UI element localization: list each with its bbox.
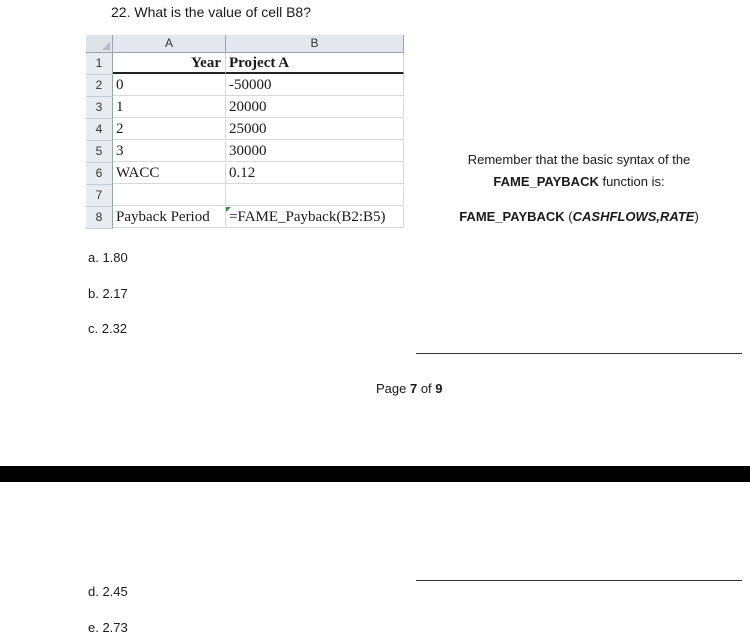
- cell-a7: [113, 185, 226, 206]
- option-d: d. 2.45: [88, 584, 128, 599]
- row-header-6: 6: [86, 163, 113, 185]
- footer-prefix: Page: [376, 381, 410, 396]
- footer-current-page: 7: [409, 381, 418, 396]
- answer-line-bottom: [416, 580, 742, 581]
- footer-middle: of: [417, 381, 436, 396]
- syntax-func: FAME_PAYBACK: [459, 209, 565, 224]
- row-header-2: 2: [86, 75, 113, 97]
- syntax-open-paren: (: [564, 209, 573, 224]
- row-header-1: 1: [86, 53, 113, 75]
- page-break-bar: [0, 466, 750, 482]
- option-a: a. 1.80: [88, 250, 128, 265]
- row-header-4: 4: [86, 119, 113, 141]
- syntax-example: [430, 209, 728, 224]
- footer-total-pages: 9: [435, 381, 443, 396]
- answer-line-top: [416, 353, 742, 354]
- cell-a1: Year: [113, 53, 226, 74]
- cell-a8: Payback Period: [113, 207, 226, 228]
- question-text: 22. What is the value of cell B8?: [111, 4, 311, 20]
- syntax-note-line1: Remember that the basic syntax of the: [467, 152, 691, 167]
- page-footer: [376, 381, 443, 396]
- cell-b2: -50000: [226, 75, 404, 96]
- syntax-note-line2: [430, 174, 728, 189]
- row-header-5: 5: [86, 141, 113, 163]
- cell-a2: 0: [113, 75, 226, 96]
- cell-b8-formula: =FAME_Payback(B2:B5): [229, 209, 386, 225]
- syntax-note-suffix: function is:: [598, 174, 665, 189]
- syntax-close-paren: ): [694, 209, 699, 224]
- cell-a4: 2: [113, 119, 226, 140]
- row-header-3: 3: [86, 97, 113, 119]
- cell-b6: 0.12: [226, 163, 404, 184]
- spreadsheet-image: [86, 35, 404, 231]
- cell-b8: [226, 207, 404, 228]
- column-header-b: B: [226, 35, 404, 53]
- option-c: c. 2.32: [88, 321, 128, 336]
- row-header-8: 8: [86, 207, 113, 229]
- cell-b5: 30000: [226, 141, 404, 162]
- cell-b7: [226, 185, 404, 206]
- syntax-args: CASHFLOWS,RATE: [572, 209, 695, 224]
- cell-a5: 3: [113, 141, 226, 162]
- option-b: b. 2.17: [88, 286, 128, 301]
- row-header-7: 7: [86, 185, 113, 207]
- formula-warning-marker: [226, 207, 231, 212]
- cell-b3: 20000: [226, 97, 404, 118]
- select-all-corner: [86, 35, 113, 53]
- cell-a6: WACC: [113, 163, 226, 184]
- option-e: e. 2.73: [88, 620, 128, 635]
- cell-b4: 25000: [226, 119, 404, 140]
- syntax-note-func: FAME_PAYBACK: [493, 174, 599, 189]
- cell-b1: Project A: [226, 53, 404, 74]
- column-header-a: A: [113, 35, 226, 53]
- cell-a3: 1: [113, 97, 226, 118]
